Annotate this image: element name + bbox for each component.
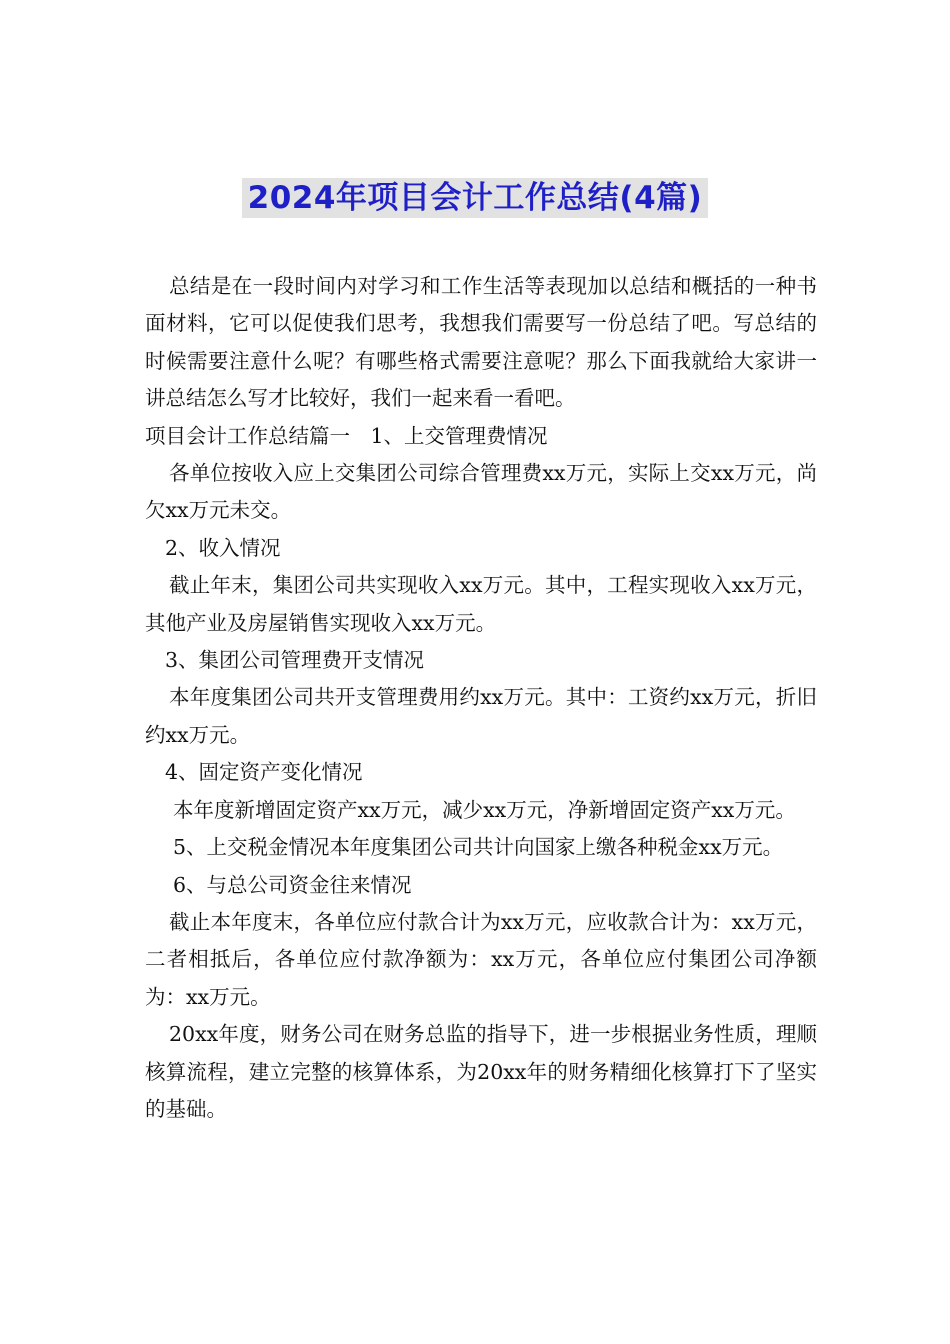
- paragraph-fund-transfers: 截止本年度末，各单位应付款合计为xx万元，应收款合计为：xx万元，二者相抵后，各单位应付款净额为：xx万元，各单位应付集团公司净额为：xx万元。: [145, 909, 817, 1009]
- paragraph-management-fee: 各单位按收入应上交集团公司综合管理费xx万元，实际上交xx万元，尚欠xx万元未交。: [145, 461, 817, 523]
- paragraph-fixed-assets: 本年度新增固定资产xx万元，减少xx万元，净新增固定资产xx万元。: [173, 797, 796, 822]
- intro-paragraph: 总结是在一段时间内对学习和工作生活等表现加以总结和概括的一种书面材料，它可以促使我们思考，我想我们需要写一份总结了吧。写总结的时候需要注意什么呢？有哪些格式需要注意呢？那么下面我就给大家讲一讲总结怎么写才比较好，我们一起来看一看吧。: [145, 274, 817, 411]
- heading-income: 2、收入情况: [165, 535, 281, 560]
- heading-fixed-assets: 4、固定资产变化情况: [165, 760, 363, 785]
- paragraph-management-expense: 本年度集团公司共开支管理费用约xx万元。其中：工资约xx万元，折旧约xx万元。: [145, 685, 817, 747]
- document-title: 2024年项目会计工作总结(4篇): [242, 178, 709, 218]
- document-body: [145, 268, 817, 1128]
- title-container: [0, 178, 950, 218]
- section-heading-part-one: 项目会计工作总结篇一 1、上交管理费情况: [145, 423, 548, 448]
- heading-fund-transfers: 6、与总公司资金往来情况: [173, 872, 412, 897]
- paragraph-taxes: 5、上交税金情况本年度集团公司共计向国家上缴各种税金xx万元。: [173, 835, 784, 860]
- paragraph-income: 截止年末，集团公司共实现收入xx万元。其中，工程实现收入xx万元，其他产业及房屋销售实现收入xx万元。: [145, 573, 817, 635]
- paragraph-annual-summary: 20xx年度，财务公司在财务总监的指导下，进一步根据业务性质，理顺核算流程，建立完整的核算体系，为20xx年的财务精细化核算打下了坚实的基础。: [145, 1022, 817, 1121]
- heading-management-expense: 3、集团公司管理费开支情况: [165, 648, 425, 673]
